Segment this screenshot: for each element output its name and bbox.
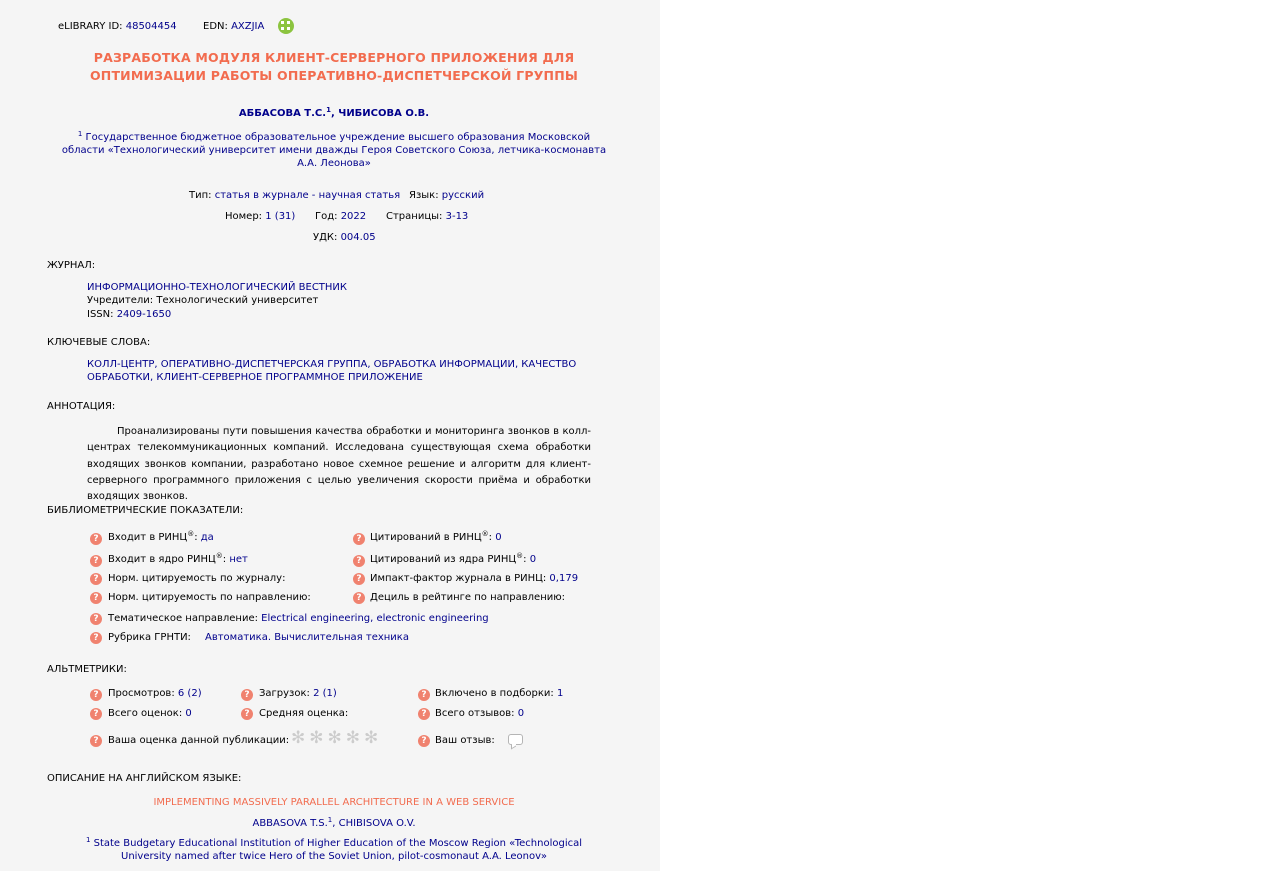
speech-bubble-icon[interactable]	[508, 734, 523, 745]
help-icon[interactable]: ?	[90, 533, 102, 545]
avg-rating-label: Средняя оценка:	[259, 708, 349, 719]
elibrary-id-value[interactable]: 48504454	[125, 21, 177, 32]
type-row	[189, 190, 400, 201]
biblio-heading: БИБЛИОМЕТРИЧЕСКИЕ ПОКАЗАТЕЛИ:	[47, 505, 244, 516]
help-icon[interactable]: ?	[90, 555, 102, 567]
affiliation-line[interactable]: Государственное бюджетное образовательное учреждение высшего образования Московской	[85, 132, 591, 143]
grnti-value[interactable]: Автоматика. Вычислительная техника	[205, 632, 409, 643]
core-cit-label: Цитирований из ядра РИНЦ	[370, 554, 517, 565]
author-link[interactable]: ЧИБИСОВА О.В.	[338, 108, 430, 119]
elibrary-id-row	[58, 21, 177, 32]
help-icon[interactable]: ?	[90, 592, 102, 604]
rinc-in-value: да	[200, 532, 214, 543]
ratings-label: Всего оценок:	[108, 708, 183, 719]
downloads-label: Загрузок:	[259, 688, 310, 699]
journal-heading: ЖУРНАЛ:	[47, 260, 96, 271]
affiliation-sup: 1	[77, 130, 83, 138]
affiliation-line[interactable]: области «Технологический университет имени дважды Героя Советского Союза, летчика-космонавта	[61, 145, 607, 156]
decile-label: Дециль в рейтинге по направлению:	[370, 592, 566, 603]
author-sep: ,	[330, 108, 335, 119]
rinc-cit-row: Цитирований в РИНЦ®: 0	[370, 530, 502, 543]
edn-label: EDN:	[203, 21, 228, 32]
core-in-label: Входит в ядро РИНЦ	[108, 554, 216, 565]
language-value: русский	[441, 190, 485, 201]
help-icon[interactable]: ?	[90, 632, 102, 644]
number-value[interactable]: 1 (31)	[265, 211, 296, 222]
help-icon[interactable]: ?	[353, 592, 365, 604]
ratings-row	[108, 708, 192, 719]
collections-value[interactable]: 1	[556, 688, 564, 699]
rating-stars[interactable]: ✻✻✻✻✻	[291, 728, 383, 748]
help-icon[interactable]: ?	[353, 573, 365, 585]
rinc-in-label: Входит в РИНЦ	[108, 532, 188, 543]
help-icon[interactable]: ?	[418, 708, 430, 720]
journal-name[interactable]: ИНФОРМАЦИОННО-ТЕХНОЛОГИЧЕСКИЙ ВЕСТНИК	[87, 282, 348, 293]
grnti-label: Рубрика ГРНТИ:	[108, 632, 191, 643]
views-row	[108, 688, 202, 699]
qr-code-icon[interactable]	[278, 18, 294, 34]
norm-journal-label: Норм. цитируемость по журналу:	[108, 573, 286, 584]
author-sup: 1	[326, 106, 331, 114]
rinc-cit-label: Цитирований в РИНЦ	[370, 532, 482, 543]
number-row	[225, 211, 295, 222]
reviews-row	[435, 708, 524, 719]
reg-mark: ®	[481, 530, 489, 538]
norm-direction-label: Норм. цитируемость по направлению:	[108, 592, 311, 603]
article-title	[40, 49, 628, 85]
help-icon[interactable]: ?	[241, 689, 253, 701]
theme-value[interactable]: Electrical engineering, electronic engineering	[261, 613, 489, 624]
rinc-in-row: Входит в РИНЦ®: да	[108, 530, 214, 543]
annotation-text: Проанализированы пути повышения качества обработки и мониторинга звонков в колл-центрах телекоммуникационных компаний. Исследована существующая схема обработки входящих звонков компании, разработано новое схемное решение и алгоритм для клиент-серверного программного приложения с целью увеличения скорости приёма и обработки входящих звонков.	[87, 426, 591, 503]
english-authors	[40, 818, 628, 829]
pages-value: 3-13	[445, 211, 469, 222]
pages-label: Страницы:	[386, 211, 443, 222]
help-icon[interactable]: ?	[418, 689, 430, 701]
help-icon[interactable]: ?	[353, 555, 365, 567]
core-in-value: нет	[229, 554, 248, 565]
reg-mark: ®	[215, 552, 223, 560]
help-icon[interactable]: ?	[90, 573, 102, 585]
english-author-link[interactable]: ABBASOVA T.S.	[252, 818, 328, 829]
help-icon[interactable]: ?	[418, 735, 430, 747]
downloads-row	[259, 688, 337, 699]
help-icon[interactable]: ?	[90, 689, 102, 701]
title-line: РАЗРАБОТКА МОДУЛЯ КЛИЕНТ-СЕРВЕРНОГО ПРИЛОЖЕНИЯ ДЛЯ	[93, 50, 575, 65]
core-in-row: Входит в ядро РИНЦ®: нет	[108, 552, 248, 565]
your-review-label: Ваш отзыв:	[435, 735, 495, 746]
rinc-cit-value[interactable]: 0	[495, 532, 502, 543]
english-affiliation-line: University named after twice Hero of the Soviet Union, pilot-cosmonaut A.A. Leonov»	[121, 850, 547, 862]
issn-label: ISSN:	[87, 308, 114, 320]
english-author-sup: 1	[327, 816, 333, 824]
core-cit-row: Цитирований из ядра РИНЦ®: 0	[370, 552, 537, 565]
english-heading: ОПИСАНИЕ НА АНГЛИЙСКОМ ЯЗЫКЕ:	[47, 773, 242, 784]
title-line: ОПТИМИЗАЦИИ РАБОТЫ ОПЕРАТИВНО-ДИСПЕТЧЕРСКОЙ ГРУППЫ	[89, 68, 579, 83]
keywords-heading: КЛЮЧЕВЫЕ СЛОВА:	[47, 337, 151, 348]
edn-row	[203, 21, 264, 32]
your-rating-label: Ваша оценка данной публикации:	[108, 735, 290, 746]
language-label: Язык:	[409, 190, 439, 201]
reviews-value: 0	[517, 708, 525, 719]
impact-value: 0,179	[549, 573, 579, 584]
affiliation	[40, 131, 628, 170]
authors	[40, 108, 628, 119]
year-row	[315, 211, 366, 222]
keywords-line[interactable]: ОБРАБОТКИ, КЛИЕНТ-СЕРВЕРНОЕ ПРОГРАММНОЕ ПРИЛОЖЕНИЕ	[87, 372, 423, 384]
udk-row	[313, 232, 376, 243]
altmetrics-heading: АЛЬТМЕТРИКИ:	[47, 664, 127, 675]
collections-row	[435, 688, 563, 699]
udk-value: 004.05	[340, 232, 376, 243]
founders-label: Учредители:	[87, 295, 154, 307]
elibrary-id-label: eLIBRARY ID:	[58, 21, 123, 32]
views-value: 6 (2)	[177, 688, 202, 699]
year-value: 2022	[340, 211, 367, 222]
downloads-value: 2 (1)	[313, 688, 337, 699]
type-label: Тип:	[189, 190, 212, 201]
theme-label: Тематическое направление:	[108, 613, 258, 624]
help-icon[interactable]: ?	[90, 613, 102, 625]
annotation-heading: АННОТАЦИЯ:	[47, 401, 116, 412]
pages-row	[386, 211, 468, 222]
affiliation-line[interactable]: А.А. Леонова»	[297, 158, 371, 169]
english-title: IMPLEMENTING MASSIVELY PARALLEL ARCHITECTURE IN A WEB SERVICE	[153, 797, 515, 808]
help-icon[interactable]: ?	[90, 708, 102, 720]
english-affiliation-sup: 1	[85, 836, 91, 844]
reviews-label: Всего отзывов:	[435, 708, 515, 719]
edn-value[interactable]: AXZJIA	[231, 21, 265, 32]
language-row	[409, 190, 484, 201]
core-cit-value[interactable]: 0	[529, 554, 537, 565]
udk-label: УДК:	[313, 232, 338, 243]
keywords-block	[87, 358, 576, 385]
founders-value: Технологический университет	[156, 295, 319, 307]
impact-label: Импакт-фактор журнала в РИНЦ:	[370, 573, 547, 584]
type-value: статья в журнале - научная статья	[214, 190, 401, 201]
reg-mark: ®	[516, 552, 524, 560]
keywords-line[interactable]: КОЛЛ-ЦЕНТР, ОПЕРАТИВНО-ДИСПЕТЧЕРСКАЯ ГРУППА, ОБРАБОТКА ИНФОРМАЦИИ, КАЧЕСТВО	[87, 359, 577, 370]
impact-row	[370, 573, 578, 584]
author-link[interactable]: АББАСОВА Т.С.	[238, 108, 327, 119]
theme-row	[108, 613, 489, 624]
reg-mark: ®	[187, 530, 195, 538]
help-icon[interactable]: ?	[90, 735, 102, 747]
english-affiliation	[40, 838, 628, 863]
help-icon[interactable]: ?	[241, 708, 253, 720]
english-author-link[interactable]: , CHIBISOVA O.V.	[332, 818, 416, 829]
year-label: Год:	[315, 211, 338, 222]
journal-block	[87, 281, 347, 321]
views-label: Просмотров:	[108, 688, 175, 699]
issn-value: 2409-1650	[116, 308, 172, 320]
english-affiliation-line: State Budgetary Educational Institution of Higher Education of the Moscow Region «Technological	[93, 838, 583, 849]
number-label: Номер:	[225, 211, 263, 222]
help-icon[interactable]: ?	[353, 533, 365, 545]
collections-label: Включено в подборки:	[435, 688, 554, 699]
ratings-value: 0	[185, 708, 192, 719]
